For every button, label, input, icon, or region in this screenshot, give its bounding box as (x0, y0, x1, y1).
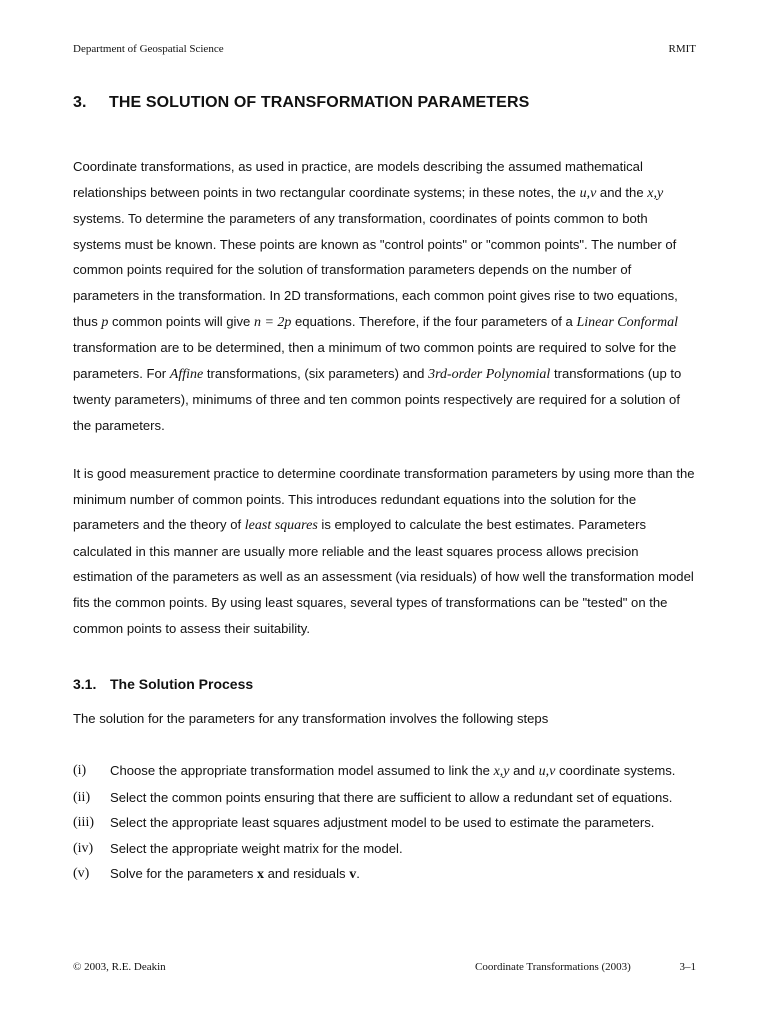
text-run: Coordinate transformations, as used in practice, are models describing the assumed mathematical relationships between points in two rectangular coordinate systems; in these notes, the (73, 159, 643, 200)
list-marker: (v) (73, 866, 90, 882)
text-run: transformation are to be determined, then a minimum of two common points are required to solve for the parameters. For (73, 340, 677, 381)
intro-paragraph (73, 154, 697, 439)
text-run: Select the appropriate weight matrix for the model. (110, 840, 403, 856)
math-equation: n = 2p (253, 314, 292, 330)
term-linear-conformal: Linear Conformal (576, 314, 678, 330)
text-run: transformations, (six parameters) and (203, 365, 429, 381)
least-squares-paragraph (73, 461, 697, 641)
running-header-institution: RMIT (668, 43, 696, 55)
math-uv: u,v (579, 185, 597, 201)
list-item (73, 810, 697, 836)
footer-copyright: © 2003, R.E. Deakin (73, 961, 166, 973)
list-item (73, 785, 697, 811)
list-marker: (i) (73, 763, 87, 778)
footer-document-title: Coordinate Transformations (2003) (475, 961, 631, 973)
text-run: common points will give (108, 313, 254, 329)
math-p: p (101, 314, 109, 330)
section-number: 3.1. (73, 676, 97, 692)
text-run: Choose the appropriate transformation model assumed to link the (110, 763, 494, 778)
math-xy: x,y (493, 764, 510, 779)
section-title: The Solution Process (110, 676, 254, 692)
section-heading (73, 676, 253, 692)
term-polynomial: 3rd-order Polynomial (428, 366, 551, 382)
vector-x: x (257, 867, 265, 883)
math-uv: u,v (538, 764, 556, 779)
list-marker: (iv) (73, 840, 94, 856)
term-least-squares: least squares (244, 518, 318, 534)
text-run: Select the common points ensuring that there are sufficient to allow a redundant set of equations. (110, 789, 673, 805)
chapter-heading (73, 94, 529, 112)
list-marker: (ii) (73, 789, 91, 805)
math-xy: x,y (647, 185, 664, 201)
text-run: It is good measurement practice to determine coordinate transformation parameters by using more than the minimum number of common points. This introduces redundant equations into the solution for the parameters and the theory of (73, 466, 695, 533)
list-item (73, 758, 697, 785)
text-run: and the (596, 184, 648, 200)
text-run: transformations (up to twenty parameters), minimums of three and ten common points respectively are required for a solution of the parameters. (73, 365, 682, 433)
chapter-title: THE SOLUTION OF TRANSFORMATION PARAMETERS (109, 94, 530, 111)
text-run: Select the appropriate least squares adjustment model to be used to estimate the parameters. (110, 815, 655, 831)
list-marker: (iii) (73, 815, 94, 831)
running-header-department: Department of Geospatial Science (73, 43, 224, 55)
text-run: and (509, 763, 539, 778)
text-run: equations. Therefore, if the four parameters of a (291, 313, 577, 329)
chapter-number: 3. (73, 94, 87, 111)
steps-list (73, 758, 697, 888)
list-item (73, 861, 697, 888)
text-run: Solve for the parameters (110, 866, 258, 882)
text-run: coordinate systems. (555, 763, 676, 778)
text-run: . (356, 866, 360, 882)
term-affine: Affine (169, 366, 204, 382)
list-item (73, 836, 697, 862)
steps-intro-paragraph: The solution for the parameters for any transformation involves the following steps (73, 711, 549, 726)
text-run: and residuals (264, 866, 350, 882)
text-run: systems. To determine the parameters of any transformation, coordinates of points common to both systems must be known. These points are known as "control points" or "common points". The number of common points required for the solution of transformation parameters depends on the number of parameters in the transformation. In 2D transformations, each common point gives rise to two equations, thus (73, 211, 678, 329)
text-run: is employed to calculate the best estimates. Parameters calculated in this manner are usually more reliable and the least squares process allows precision estimation of the parameters as well as an assessment (via residuals) of how well the transformation model fits the common points. By using least squares, several types of transformations can be "tested" on the common points to assess their suitability. (73, 517, 694, 636)
footer-page-number: 3–1 (679, 961, 696, 973)
vector-v: v (349, 867, 357, 883)
